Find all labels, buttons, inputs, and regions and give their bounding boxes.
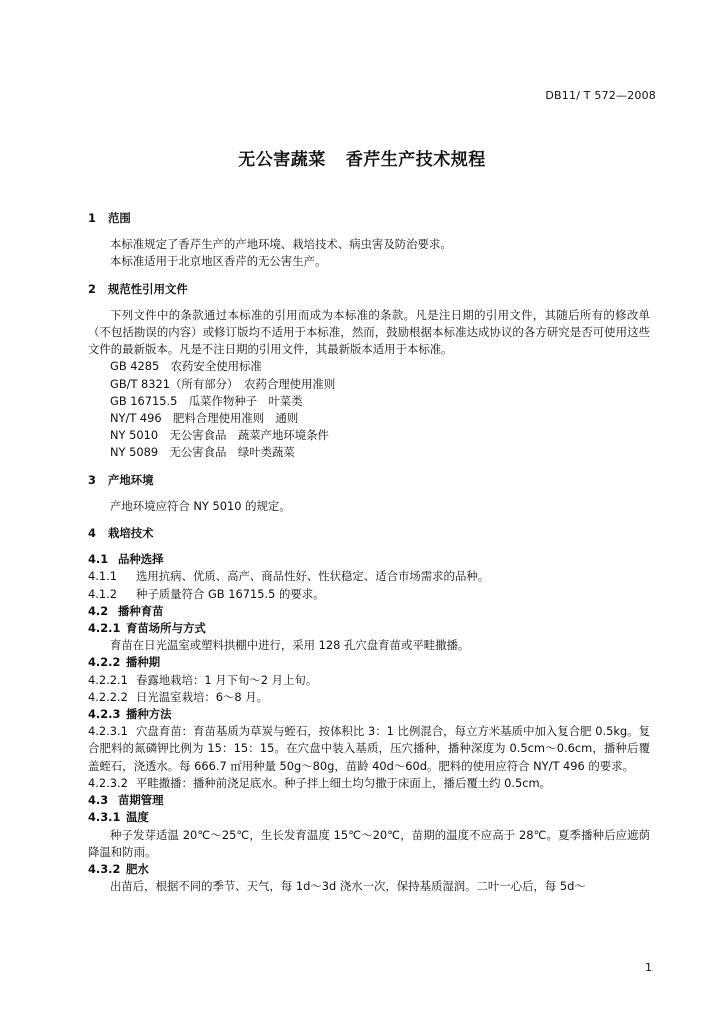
clause-text: 选用抗病、优质、高产、商品性好、性状稳定、适合市场需求的品种。 bbox=[136, 569, 490, 584]
subsubsection-heading bbox=[88, 654, 650, 671]
subsection-number: 4.2 bbox=[88, 603, 109, 618]
subsubsection-number: 4.3.2 bbox=[88, 861, 121, 876]
standard-code: DB11/ T 572—2008 bbox=[545, 89, 656, 102]
document-title bbox=[0, 145, 724, 170]
subsubsection-heading bbox=[88, 620, 650, 637]
page-number: 1 bbox=[645, 961, 652, 974]
subsubsection-number: 4.2.3 bbox=[88, 707, 121, 722]
paragraph: 种子发芽适温 20℃～25℃，生长发育温度 15℃～20℃，苗期的温度不应高于 28℃。夏季播种后应遮荫降温和防雨。 bbox=[88, 827, 650, 859]
paragraph: 下列文件中的条款通过本标准的引用而成为本标准的条款。凡是注日期的引用文件，其随后所有的修改单（不包括勘误的内容）或修订版均不适用于本标准，然而，鼓励根据本标准达成协议的各方研究是否可使用这些文件的最新版本。凡是不注日期的引用文件，其最新版本适用于本标准。 bbox=[88, 307, 650, 357]
subsection-heading bbox=[88, 551, 650, 568]
subsection-title: 播种育苗 bbox=[118, 603, 164, 618]
document-body bbox=[88, 200, 650, 895]
subsubsection-number: 4.3.1 bbox=[88, 810, 121, 825]
reference-item: GB 4285 农药安全使用标准 bbox=[110, 359, 262, 374]
clause bbox=[88, 672, 650, 689]
subsubsection-heading bbox=[88, 861, 650, 878]
paragraph: 本标准规定了香芹生产的产地环境、栽培技术、病虫害及防治要求。 bbox=[110, 237, 452, 252]
section-heading bbox=[88, 210, 650, 227]
subsubsection-title: 温度 bbox=[126, 810, 149, 825]
section-title: 产地环境 bbox=[108, 472, 154, 487]
clause-text: 穴盘育苗：育苗基质为草炭与蛭石，按体积比 3：1 比例混合，每立方米基质中加入复合肥 0.5kg。复合肥料的氮磷钾比例为 15：15：15。在穴盘中装入基质，压穴播种，播种深度为 0.5cm～0.6cm，播种后覆盖蛭石，浇透水。每 666.7 ㎡用种量 50g～80g，苗龄 40d～60d。肥料的使用应符合 NY/T 496 的要求。 bbox=[88, 724, 650, 773]
section-number: 3 bbox=[88, 472, 96, 487]
subsection-number: 4.1 bbox=[88, 552, 109, 567]
paragraph: 产地环境应符合 NY 5010 的规定。 bbox=[110, 498, 291, 513]
reference-item: NY 5089 无公害食品 绿叶类蔬菜 bbox=[110, 445, 295, 460]
clause bbox=[88, 689, 650, 706]
subsubsection-title: 育苗场所与方式 bbox=[126, 621, 206, 636]
subsection-number: 4.3 bbox=[88, 793, 109, 808]
subsubsection-title: 肥水 bbox=[126, 861, 149, 876]
title-part-1: 无公害蔬菜 bbox=[238, 150, 326, 170]
subsection-heading bbox=[88, 792, 650, 809]
reference-item: GB/T 8321（所有部分） 农药合理使用准则 bbox=[110, 376, 336, 391]
section-heading bbox=[88, 472, 650, 489]
clause-text: 种子质量符合 GB 16715.5 的要求。 bbox=[136, 586, 325, 601]
section-number: 4 bbox=[88, 526, 96, 541]
section-title: 栽培技术 bbox=[108, 526, 154, 541]
reference-item: NY 5010 无公害食品 蔬菜产地环境条件 bbox=[110, 428, 329, 443]
clause bbox=[88, 775, 650, 792]
clause-number: 4.1.2 bbox=[88, 586, 117, 601]
paragraph: 出苗后，根据不同的季节、天气，每 1d～3d 浇水一次，保持基质湿润。二叶一心后，每 5d～ bbox=[110, 879, 586, 894]
section-heading bbox=[88, 525, 650, 542]
subsection-heading bbox=[88, 603, 650, 620]
subsubsection-heading bbox=[88, 809, 650, 826]
section-number: 1 bbox=[88, 211, 96, 225]
paragraph: 本标准适用于北京地区香芹的无公害生产。 bbox=[110, 254, 327, 269]
clause-text: 日光温室栽培：6～8 月。 bbox=[136, 689, 269, 704]
paragraph: 育苗在日光温室或塑料拱棚中进行，采用 128 孔穴盘育苗或平畦撒播。 bbox=[110, 638, 470, 653]
clause bbox=[88, 586, 650, 603]
clause-number: 4.2.3.1 bbox=[88, 724, 128, 739]
section-title: 范围 bbox=[108, 211, 131, 225]
clause bbox=[88, 568, 650, 585]
subsubsection-title: 播种方法 bbox=[126, 707, 172, 722]
clause-text: 平畦撒播：播种前浇足底水。种子拌上细土均匀撒于床面上，播后覆土约 0.5cm。 bbox=[136, 775, 551, 790]
subsubsection-number: 4.2.1 bbox=[88, 621, 121, 636]
section-heading bbox=[88, 281, 650, 298]
section-number: 2 bbox=[88, 281, 96, 296]
clause-number: 4.2.3.2 bbox=[88, 775, 128, 790]
clause-number: 4.2.2.1 bbox=[88, 672, 128, 687]
title-part-2: 香芹生产技术规程 bbox=[345, 150, 486, 170]
reference-item: NY/T 496 肥料合理使用准则 通则 bbox=[110, 411, 299, 426]
reference-item: GB 16715.5 瓜菜作物种子 叶菜类 bbox=[110, 393, 303, 408]
subsection-title: 苗期管理 bbox=[118, 793, 164, 808]
clause bbox=[88, 723, 650, 775]
subsubsection-number: 4.2.2 bbox=[88, 655, 121, 670]
clause-number: 4.2.2.2 bbox=[88, 689, 128, 704]
clause-text: 春露地栽培：1 月下旬～2 月上旬。 bbox=[136, 672, 318, 687]
subsubsection-title: 播种期 bbox=[126, 655, 161, 670]
subsection-title: 品种选择 bbox=[118, 552, 164, 567]
clause-number: 4.1.1 bbox=[88, 569, 117, 584]
section-title: 规范性引用文件 bbox=[108, 281, 188, 296]
subsubsection-heading bbox=[88, 706, 650, 723]
